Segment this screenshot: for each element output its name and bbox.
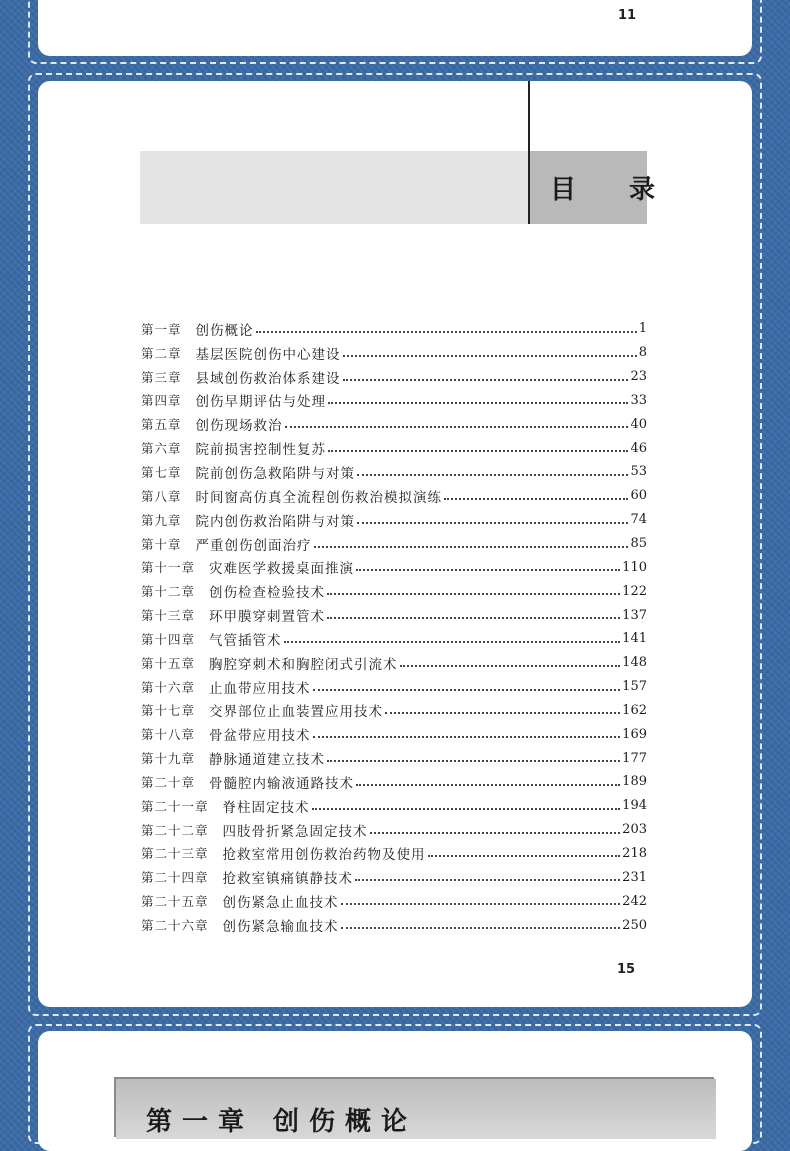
toc-page-ref: 110 (622, 559, 647, 575)
toc-page-ref: 1 (638, 321, 647, 337)
toc-page-ref: 122 (622, 583, 647, 599)
toc-entry (141, 889, 647, 913)
toc-title: 目 录 (550, 175, 678, 205)
toc-page-number: 15 (617, 962, 636, 977)
toc-chapter-number: 第二十四章 (141, 870, 209, 886)
top-page-card (38, 0, 752, 56)
toc-page-ref: 141 (622, 631, 647, 647)
toc-leader-dots (256, 330, 637, 333)
toc-page-ref: 162 (622, 702, 647, 718)
toc-entry (141, 460, 647, 484)
toc-page-ref: 23 (630, 369, 647, 385)
toc-leader-dots (284, 640, 621, 643)
toc-entry (141, 412, 647, 436)
toc-chapter-number: 第三章 (141, 369, 182, 385)
toc-leader-dots (328, 449, 628, 452)
toc-leader-dots (327, 616, 620, 619)
next-page-card (38, 1031, 752, 1151)
toc-entry (141, 818, 647, 842)
toc-entry (141, 365, 647, 389)
toc-chapter-number: 第五章 (141, 417, 182, 433)
toc-chapter-title: 县域创伤救治体系建设 (195, 370, 341, 387)
toc-chapter-title: 环甲膜穿刺置管术 (209, 609, 326, 626)
toc-leader-dots (328, 401, 628, 404)
toc-page-ref: 8 (638, 345, 647, 361)
toc-page-ref: 40 (630, 416, 647, 432)
toc-leader-dots (343, 378, 629, 381)
toc-leader-dots (357, 521, 628, 524)
toc-entry (141, 627, 647, 651)
toc-leader-dots (343, 354, 637, 357)
toc-leader-dots (357, 473, 628, 476)
chapter-heading: 第一章 创伤概论 (146, 1107, 418, 1137)
toc-chapter-number: 第二十五章 (141, 894, 209, 910)
toc-page-ref: 137 (622, 607, 647, 623)
toc-leader-dots (428, 854, 621, 857)
toc-leader-dots (370, 831, 621, 834)
toc-entry (141, 389, 647, 413)
toc-chapter-title: 胸腔穿刺术和胸腔闭式引流术 (209, 656, 398, 673)
toc-leader-dots (400, 664, 621, 667)
toc-entry (141, 532, 647, 556)
toc-chapter-number: 第十九章 (141, 751, 196, 767)
toc-chapter-number: 第六章 (141, 441, 182, 457)
toc-chapter-title: 严重创伤创面治疗 (195, 537, 312, 554)
toc-leader-dots (327, 759, 620, 762)
toc-page-ref: 189 (622, 774, 647, 790)
toc-chapter-title: 静脉通道建立技术 (209, 752, 326, 769)
toc-leader-dots (355, 878, 620, 881)
toc-chapter-number: 第十一章 (141, 560, 196, 576)
toc-entry (141, 722, 647, 746)
toc-page-ref: 157 (622, 679, 647, 695)
toc-chapter-title: 院内创伤救治陷阱与对策 (195, 513, 356, 530)
toc-chapter-title: 创伤现场救治 (195, 418, 283, 435)
toc-page-ref: 60 (630, 488, 647, 504)
toc-leader-dots (341, 902, 621, 905)
toc-page-ref: 74 (630, 512, 647, 528)
toc-entry (141, 484, 647, 508)
toc-chapter-number: 第十五章 (141, 655, 196, 671)
toc-chapter-number: 第二十二章 (141, 822, 209, 838)
toc-entry (141, 651, 647, 675)
toc-chapter-title: 止血带应用技术 (209, 680, 311, 697)
toc-chapter-number: 第一章 (141, 321, 182, 337)
toc-chapter-title: 灾难医学救援桌面推演 (209, 561, 355, 578)
toc-chapter-number: 第二十章 (141, 774, 196, 790)
toc-chapter-title: 创伤紧急止血技术 (222, 895, 339, 912)
toc-page-ref: 46 (630, 440, 647, 456)
toc-page-ref: 33 (630, 392, 647, 408)
toc-chapter-title: 气管插管术 (209, 632, 282, 649)
toc-page-ref: 53 (630, 464, 647, 480)
toc-page-ref: 85 (630, 536, 647, 552)
toc-chapter-number: 第二十三章 (141, 846, 209, 862)
toc-page-ref: 242 (622, 893, 647, 909)
toc-chapter-title: 骨盆带应用技术 (209, 728, 311, 745)
toc-chapter-number: 第九章 (141, 512, 182, 528)
toc-chapter-number: 第十六章 (141, 679, 196, 695)
toc-chapter-number: 第十四章 (141, 631, 196, 647)
toc-entry (141, 341, 647, 365)
toc-leader-dots (341, 926, 621, 929)
toc-leader-dots (314, 545, 629, 548)
toc-entry (141, 913, 647, 937)
toc-leader-dots (313, 735, 621, 738)
toc-page-ref: 250 (622, 917, 647, 933)
toc-entry (141, 842, 647, 866)
toc-chapter-number: 第八章 (141, 488, 182, 504)
toc-chapter-number: 第十章 (141, 536, 182, 552)
toc-leader-dots (356, 568, 620, 571)
toc-leader-dots (312, 807, 621, 810)
toc-entry (141, 317, 647, 341)
toc-chapter-title: 骨髓腔内输液通路技术 (209, 775, 355, 792)
toc-entry (141, 770, 647, 794)
toc-chapter-number: 第四章 (141, 393, 182, 409)
toc-page-ref: 231 (622, 869, 647, 885)
toc-header-rule (528, 81, 530, 224)
toc-chapter-number: 第十八章 (141, 727, 196, 743)
toc-entry (141, 746, 647, 770)
toc-entry (141, 579, 647, 603)
toc-entry (141, 508, 647, 532)
toc-page-ref: 169 (622, 726, 647, 742)
toc-chapter-number: 第十二章 (141, 584, 196, 600)
toc-chapter-title: 院前创伤急救陷阱与对策 (195, 465, 356, 482)
toc-page-ref: 218 (622, 845, 647, 861)
toc-chapter-title: 四肢骨折紧急固定技术 (222, 823, 368, 840)
toc-page-ref: 148 (622, 655, 647, 671)
toc-leader-dots (313, 688, 621, 691)
toc-entry (141, 699, 647, 723)
toc-chapter-number: 第二章 (141, 345, 182, 361)
top-page-number: 11 (618, 8, 637, 23)
toc-leader-dots (285, 425, 629, 428)
toc-chapter-title: 交界部位止血装置应用技术 (209, 704, 384, 721)
toc-leader-dots (385, 711, 620, 714)
toc-page-ref: 194 (622, 798, 647, 814)
toc-page-ref: 177 (622, 750, 647, 766)
toc-chapter-title: 创伤紧急输血技术 (222, 919, 339, 936)
toc-chapter-title: 基层医院创伤中心建设 (195, 346, 341, 363)
toc-chapter-number: 第二十一章 (141, 798, 209, 814)
toc-chapter-number: 第十三章 (141, 608, 196, 624)
toc-chapter-title: 创伤早期评估与处理 (195, 394, 327, 411)
toc-chapter-title: 抢救室镇痛镇静技术 (222, 871, 354, 888)
toc-chapter-title: 创伤概论 (195, 322, 254, 339)
toc-chapter-title: 时间窗高仿真全流程创伤救治模拟演练 (195, 489, 443, 506)
toc-entry (141, 555, 647, 579)
toc-chapter-title: 脊柱固定技术 (222, 799, 310, 816)
toc-chapter-number: 第七章 (141, 464, 182, 480)
toc-chapter-title: 抢救室常用创伤救治药物及使用 (222, 847, 426, 864)
toc-entry (141, 603, 647, 627)
toc-leader-dots (327, 592, 620, 595)
toc-entry (141, 794, 647, 818)
toc-entry (141, 865, 647, 889)
toc-leader-dots (356, 783, 620, 786)
toc-page-card (38, 81, 752, 1007)
toc-chapter-number: 第十七章 (141, 703, 196, 719)
toc-leader-dots (444, 497, 628, 500)
toc-chapter-number: 第二十六章 (141, 918, 209, 934)
toc-entry (141, 675, 647, 699)
toc-chapter-title: 创伤检查检验技术 (209, 585, 326, 602)
toc-list (141, 317, 647, 937)
toc-entry (141, 436, 647, 460)
toc-page-ref: 203 (622, 822, 647, 838)
toc-chapter-title: 院前损害控制性复苏 (195, 442, 327, 459)
